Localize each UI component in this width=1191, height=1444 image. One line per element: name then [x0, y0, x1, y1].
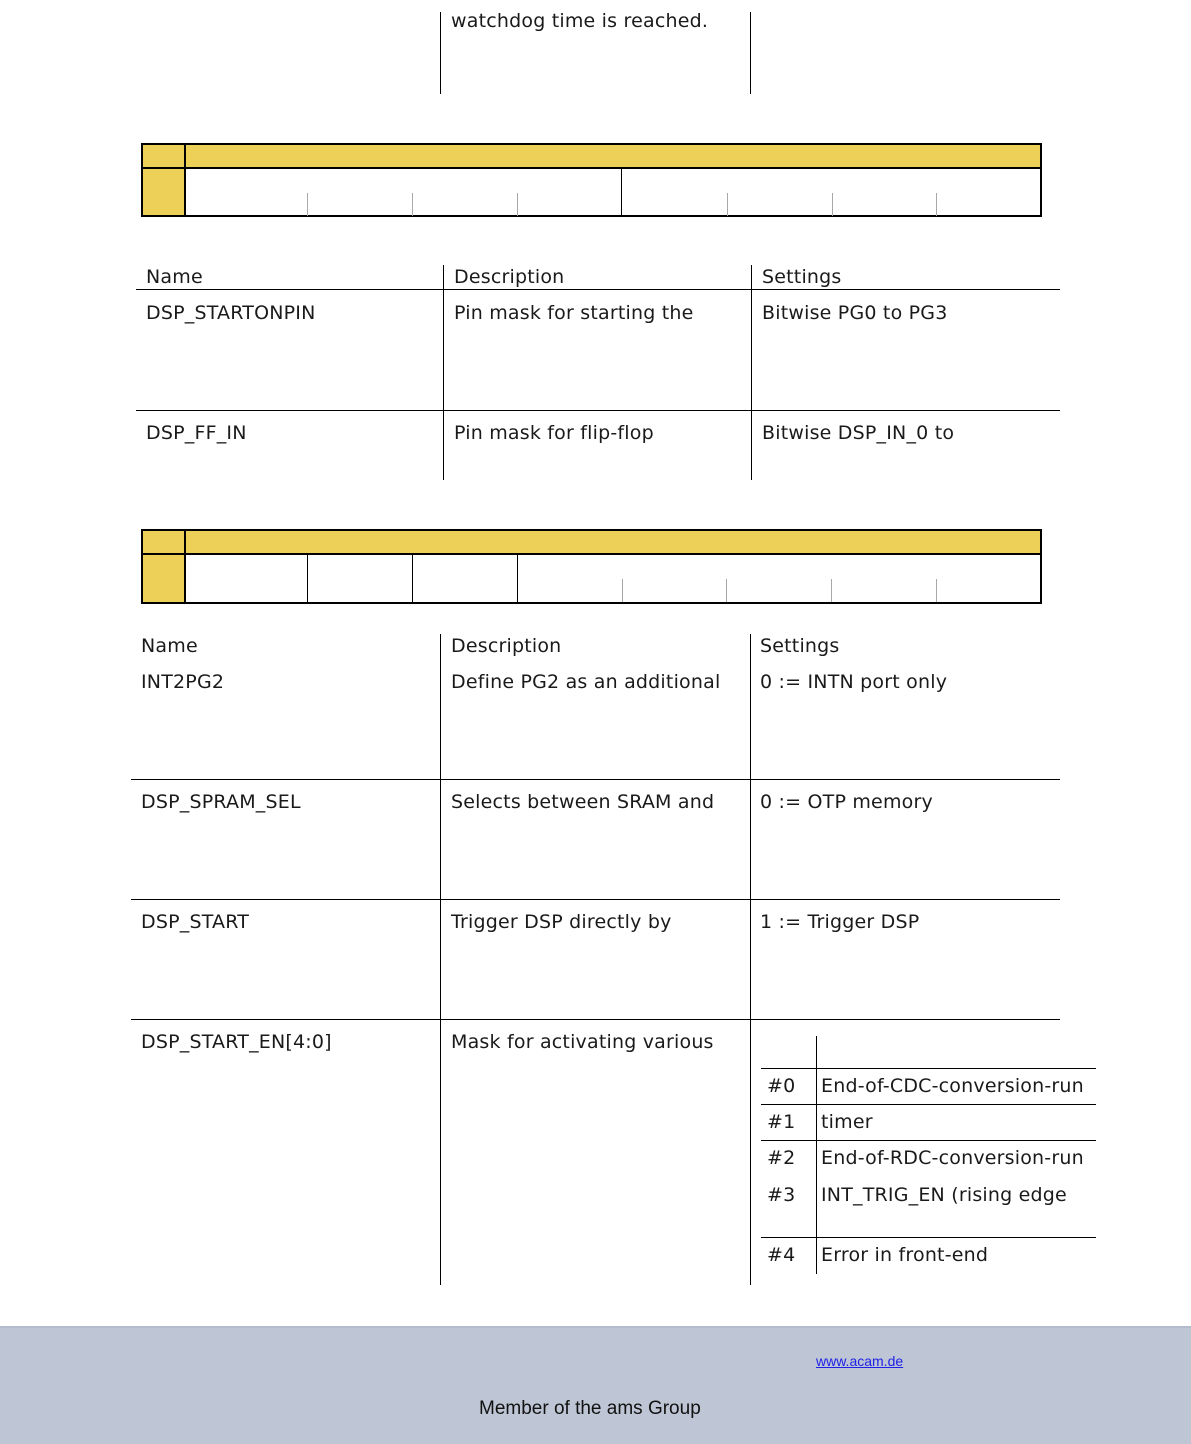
table-row-settings: 1 := Trigger DSP	[760, 911, 920, 933]
member-text: Member of the ams Group	[479, 1398, 701, 1419]
table-row-name: DSP_STARTONPIN	[146, 302, 316, 324]
bit-number: #3	[767, 1184, 796, 1206]
bit-number: #2	[767, 1147, 796, 1169]
table-row-description: Mask for activating various	[451, 1031, 714, 1053]
bit-label: INT_TRIG_EN (rising edge	[821, 1184, 1067, 1206]
table-row-description: Define PG2 as an additional	[451, 671, 721, 693]
table-row-settings: 0 := INTN port only	[760, 671, 948, 693]
register-address-cell	[143, 169, 184, 215]
bit-label: End-of-CDC-conversion-run	[821, 1075, 1084, 1097]
table-row-name: DSP_SPRAM_SEL	[141, 791, 301, 813]
table-row-description: Pin mask for starting the	[454, 302, 694, 324]
bit-number: #4	[767, 1244, 796, 1266]
description-fragment: watchdog time is reached.	[451, 10, 709, 32]
table-row-name: DSP_START	[141, 911, 250, 933]
bit-number: #1	[767, 1111, 796, 1133]
header-description: Description	[451, 635, 562, 657]
bit-number: #0	[767, 1075, 796, 1097]
register-header	[143, 145, 1040, 167]
page-footer	[0, 1326, 1191, 1444]
header-settings: Settings	[762, 266, 842, 288]
bit-label: End-of-RDC-conversion-run	[821, 1147, 1084, 1169]
register-header	[143, 531, 1040, 553]
table-row-settings: Bitwise DSP_IN_0 to	[762, 422, 955, 444]
header-settings: Settings	[760, 635, 840, 657]
header-name: Name	[141, 635, 198, 657]
table-row-settings: Bitwise PG0 to PG3	[762, 302, 948, 324]
col-divider	[440, 12, 441, 94]
website-link[interactable]: www.acam.de	[816, 1353, 904, 1369]
table-row-name: DSP_START_EN[4:0]	[141, 1031, 332, 1053]
register-address-cell	[143, 555, 184, 602]
table-row-name: INT2PG2	[141, 671, 225, 693]
header-description: Description	[454, 266, 565, 288]
table-row-name: DSP_FF_IN	[146, 422, 247, 444]
col-divider	[750, 12, 751, 94]
table-row-settings: 0 := OTP memory	[760, 791, 933, 813]
bit-label: timer	[821, 1111, 873, 1133]
table-row-description: Trigger DSP directly by	[451, 911, 672, 933]
table-row-description: Selects between SRAM and	[451, 791, 715, 813]
header-name: Name	[146, 266, 203, 288]
table-row-description: Pin mask for flip-flop	[454, 422, 654, 444]
bit-label: Error in front-end	[821, 1244, 989, 1266]
